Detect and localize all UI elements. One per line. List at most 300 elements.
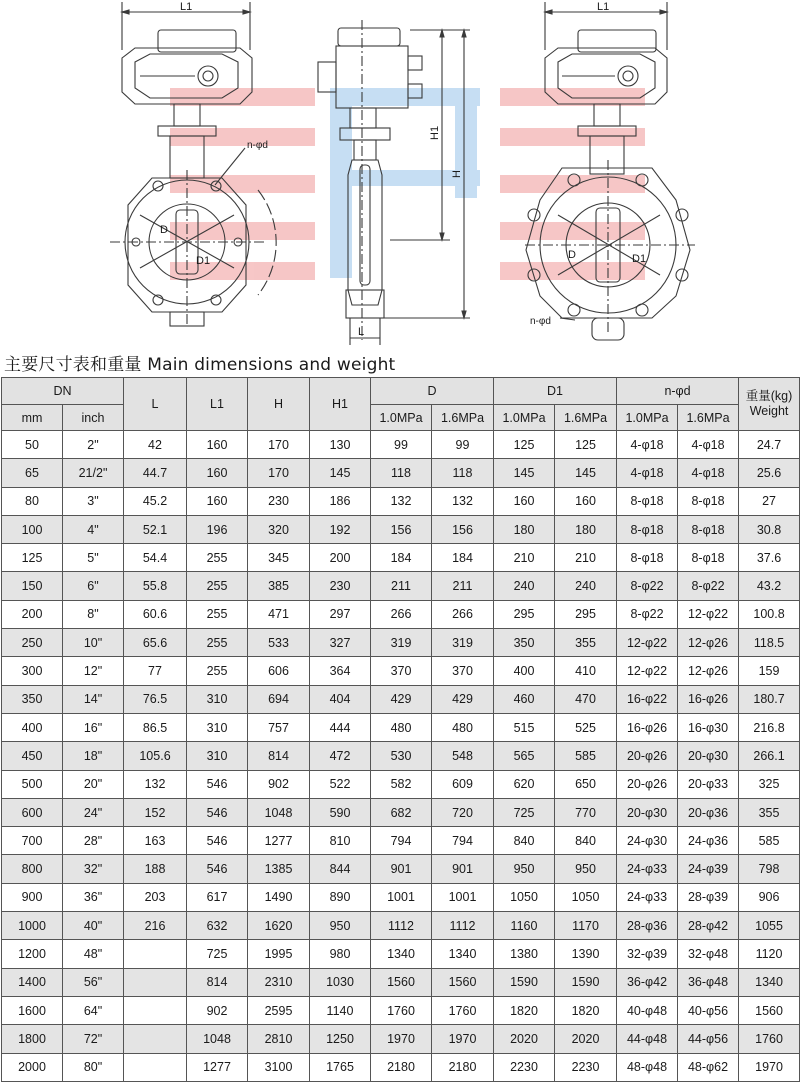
table-row xyxy=(2,431,800,459)
cell-h1: 1030 xyxy=(310,968,371,996)
cell-h: 757 xyxy=(248,713,310,741)
cell-l: 55.8 xyxy=(124,572,187,600)
cell-nd-1.0mpa: 12-φ22 xyxy=(617,657,678,685)
header-nd-1.0mpa: 1.0MPa xyxy=(617,405,678,431)
header-mm: mm xyxy=(2,405,63,431)
cell-weight: 798 xyxy=(739,855,800,883)
cell-d1-1.0mpa: 1160 xyxy=(494,912,555,940)
table-row xyxy=(2,996,800,1024)
cell-h: 1277 xyxy=(248,827,310,855)
cell-h1: 590 xyxy=(310,798,371,826)
cell-l1: 1048 xyxy=(187,1025,248,1053)
cell-d-1.0mpa: 1340 xyxy=(371,940,432,968)
cell-h1: 1765 xyxy=(310,1053,371,1081)
table-row xyxy=(2,544,800,572)
cell-h: 170 xyxy=(248,459,310,487)
cell-weight: 266.1 xyxy=(739,742,800,770)
cell-d-1.6mpa: 132 xyxy=(432,487,494,515)
cell-dn-mm: 125 xyxy=(2,544,63,572)
cell-d-1.6mpa: 1560 xyxy=(432,968,494,996)
cell-dn-mm: 400 xyxy=(2,713,63,741)
cell-dn-mm: 1800 xyxy=(2,1025,63,1053)
cell-nd-1.6mpa: 40-φ56 xyxy=(678,996,739,1024)
cell-nd-1.0mpa: 40-φ48 xyxy=(617,996,678,1024)
cell-weight: 100.8 xyxy=(739,600,800,628)
cell-nd-1.6mpa: 8-φ18 xyxy=(678,544,739,572)
table-row xyxy=(2,855,800,883)
cell-d-1.0mpa: 118 xyxy=(371,459,432,487)
cell-d-1.6mpa: 266 xyxy=(432,600,494,628)
cell-l: 42 xyxy=(124,431,187,459)
cell-d-1.0mpa: 184 xyxy=(371,544,432,572)
cell-d-1.6mpa: 429 xyxy=(432,685,494,713)
cell-d1-1.6mpa: 2020 xyxy=(555,1025,617,1053)
cell-l: 203 xyxy=(124,883,187,911)
cell-nd-1.0mpa: 20-φ30 xyxy=(617,798,678,826)
cell-l1: 310 xyxy=(187,742,248,770)
label-nd-left: n-φd xyxy=(247,140,268,151)
cell-d-1.0mpa: 1760 xyxy=(371,996,432,1024)
cell-nd-1.0mpa: 16-φ22 xyxy=(617,685,678,713)
table-row xyxy=(2,912,800,940)
cell-d1-1.0mpa: 240 xyxy=(494,572,555,600)
cell-dn-inch: 16" xyxy=(63,713,124,741)
cell-nd-1.0mpa: 8-φ18 xyxy=(617,515,678,543)
cell-d-1.0mpa: 156 xyxy=(371,515,432,543)
cell-h: 694 xyxy=(248,685,310,713)
cell-nd-1.0mpa: 44-φ48 xyxy=(617,1025,678,1053)
cell-weight: 1120 xyxy=(739,940,800,968)
cell-d1-1.6mpa: 410 xyxy=(555,657,617,685)
table-row xyxy=(2,600,800,628)
label-d1-right: D1 xyxy=(632,253,647,265)
cell-dn-inch: 32" xyxy=(63,855,124,883)
cell-d1-1.6mpa: 125 xyxy=(555,431,617,459)
cell-dn-inch: 5" xyxy=(63,544,124,572)
cell-h1: 844 xyxy=(310,855,371,883)
cell-dn-mm: 1200 xyxy=(2,940,63,968)
cell-weight: 1760 xyxy=(739,1025,800,1053)
cell-d1-1.6mpa: 160 xyxy=(555,487,617,515)
cell-l1: 160 xyxy=(187,487,248,515)
cell-nd-1.6mpa: 20-φ36 xyxy=(678,798,739,826)
cell-dn-inch: 80" xyxy=(63,1053,124,1081)
header-h: H xyxy=(248,378,310,431)
cell-nd-1.0mpa: 4-φ18 xyxy=(617,431,678,459)
cell-d-1.0mpa: 901 xyxy=(371,855,432,883)
cell-dn-inch: 40" xyxy=(63,912,124,940)
cell-d-1.6mpa: 99 xyxy=(432,431,494,459)
label-d-left: D xyxy=(160,224,168,236)
cell-weight: 1560 xyxy=(739,996,800,1024)
cell-nd-1.6mpa: 28-φ39 xyxy=(678,883,739,911)
valve-technical-drawing xyxy=(0,0,800,348)
section-title: 主要尺寸表和重量 Main dimensions and weight xyxy=(4,355,396,375)
cell-l xyxy=(124,940,187,968)
cell-d-1.6mpa: 1001 xyxy=(432,883,494,911)
cell-l xyxy=(124,996,187,1024)
cell-h: 1995 xyxy=(248,940,310,968)
cell-h: 533 xyxy=(248,629,310,657)
cell-l: 44.7 xyxy=(124,459,187,487)
cell-dn-inch: 48" xyxy=(63,940,124,968)
cell-dn-mm: 500 xyxy=(2,770,63,798)
cell-d1-1.0mpa: 1050 xyxy=(494,883,555,911)
cell-d-1.0mpa: 794 xyxy=(371,827,432,855)
cell-nd-1.0mpa: 32-φ39 xyxy=(617,940,678,968)
cell-dn-inch: 56" xyxy=(63,968,124,996)
cell-h1: 522 xyxy=(310,770,371,798)
cell-nd-1.6mpa: 20-φ30 xyxy=(678,742,739,770)
cell-dn-inch: 8" xyxy=(63,600,124,628)
cell-dn-mm: 800 xyxy=(2,855,63,883)
cell-h1: 1140 xyxy=(310,996,371,1024)
cell-d1-1.6mpa: 1820 xyxy=(555,996,617,1024)
cell-l xyxy=(124,1053,187,1081)
cell-d1-1.0mpa: 1590 xyxy=(494,968,555,996)
cell-h1: 364 xyxy=(310,657,371,685)
cell-d1-1.6mpa: 770 xyxy=(555,798,617,826)
label-l1-right: L1 xyxy=(597,1,610,13)
cell-dn-inch: 2" xyxy=(63,431,124,459)
cell-d1-1.0mpa: 160 xyxy=(494,487,555,515)
cell-d1-1.0mpa: 725 xyxy=(494,798,555,826)
cell-dn-mm: 1400 xyxy=(2,968,63,996)
table-row xyxy=(2,515,800,543)
cell-d1-1.0mpa: 1380 xyxy=(494,940,555,968)
cell-l1: 255 xyxy=(187,629,248,657)
cell-l1: 255 xyxy=(187,657,248,685)
header-l: L xyxy=(124,378,187,431)
table-row xyxy=(2,1025,800,1053)
cell-nd-1.0mpa: 8-φ18 xyxy=(617,544,678,572)
cell-l1: 160 xyxy=(187,459,248,487)
header-weight xyxy=(739,378,800,431)
cell-h1: 130 xyxy=(310,431,371,459)
cell-d1-1.6mpa: 210 xyxy=(555,544,617,572)
cell-d1-1.6mpa: 355 xyxy=(555,629,617,657)
cell-d-1.6mpa: 720 xyxy=(432,798,494,826)
cell-nd-1.6mpa: 8-φ18 xyxy=(678,515,739,543)
cell-nd-1.0mpa: 8-φ22 xyxy=(617,600,678,628)
cell-weight: 27 xyxy=(739,487,800,515)
cell-d1-1.0mpa: 840 xyxy=(494,827,555,855)
cell-d-1.0mpa: 1001 xyxy=(371,883,432,911)
cell-d-1.0mpa: 99 xyxy=(371,431,432,459)
cell-nd-1.0mpa: 20-φ26 xyxy=(617,770,678,798)
cell-weight: 355 xyxy=(739,798,800,826)
cell-nd-1.0mpa: 24-φ30 xyxy=(617,827,678,855)
table-row xyxy=(2,459,800,487)
cell-dn-mm: 1600 xyxy=(2,996,63,1024)
cell-d1-1.6mpa: 1050 xyxy=(555,883,617,911)
cell-d1-1.0mpa: 620 xyxy=(494,770,555,798)
cell-weight: 24.7 xyxy=(739,431,800,459)
table-row xyxy=(2,1053,800,1081)
cell-nd-1.6mpa: 28-φ42 xyxy=(678,912,739,940)
cell-dn-inch: 4" xyxy=(63,515,124,543)
cell-d1-1.0mpa: 565 xyxy=(494,742,555,770)
cell-dn-inch: 20" xyxy=(63,770,124,798)
cell-weight: 1340 xyxy=(739,968,800,996)
table-row xyxy=(2,940,800,968)
cell-d-1.0mpa: 211 xyxy=(371,572,432,600)
cell-d-1.6mpa: 118 xyxy=(432,459,494,487)
cell-h: 230 xyxy=(248,487,310,515)
cell-dn-inch: 21/2" xyxy=(63,459,124,487)
table-row xyxy=(2,883,800,911)
cell-l1: 255 xyxy=(187,572,248,600)
cell-l: 132 xyxy=(124,770,187,798)
table-row xyxy=(2,798,800,826)
cell-d-1.6mpa: 319 xyxy=(432,629,494,657)
cell-d-1.6mpa: 1340 xyxy=(432,940,494,968)
cell-dn-mm: 200 xyxy=(2,600,63,628)
cell-nd-1.0mpa: 16-φ26 xyxy=(617,713,678,741)
cell-nd-1.6mpa: 20-φ33 xyxy=(678,770,739,798)
cell-l1: 310 xyxy=(187,685,248,713)
cell-l: 86.5 xyxy=(124,713,187,741)
cell-l: 77 xyxy=(124,657,187,685)
cell-nd-1.6mpa: 16-φ30 xyxy=(678,713,739,741)
cell-d-1.6mpa: 1970 xyxy=(432,1025,494,1053)
cell-nd-1.0mpa: 12-φ22 xyxy=(617,629,678,657)
cell-nd-1.0mpa: 28-φ36 xyxy=(617,912,678,940)
cell-nd-1.6mpa: 12-φ22 xyxy=(678,600,739,628)
cell-d-1.6mpa: 609 xyxy=(432,770,494,798)
cell-d1-1.6mpa: 950 xyxy=(555,855,617,883)
cell-d-1.0mpa: 2180 xyxy=(371,1053,432,1081)
cell-d-1.6mpa: 1112 xyxy=(432,912,494,940)
label-h: H xyxy=(451,170,463,178)
cell-l1: 1277 xyxy=(187,1053,248,1081)
cell-d1-1.0mpa: 145 xyxy=(494,459,555,487)
cell-l: 52.1 xyxy=(124,515,187,543)
cell-d1-1.6mpa: 2230 xyxy=(555,1053,617,1081)
header-weight-cn: 重量(kg) xyxy=(745,389,793,403)
cell-weight: 30.8 xyxy=(739,515,800,543)
label-h1: H1 xyxy=(429,125,441,140)
header-d-1.6mpa: 1.6MPa xyxy=(432,405,494,431)
label-d1-left: D1 xyxy=(196,255,211,267)
cell-d-1.0mpa: 530 xyxy=(371,742,432,770)
cell-d1-1.0mpa: 1820 xyxy=(494,996,555,1024)
cell-l: 188 xyxy=(124,855,187,883)
cell-l: 45.2 xyxy=(124,487,187,515)
cell-dn-inch: 36" xyxy=(63,883,124,911)
cell-dn-inch: 72" xyxy=(63,1025,124,1053)
cell-h: 1620 xyxy=(248,912,310,940)
cell-l: 65.6 xyxy=(124,629,187,657)
cell-nd-1.6mpa: 16-φ26 xyxy=(678,685,739,713)
header-d-1.0mpa: 1.0MPa xyxy=(371,405,432,431)
cell-nd-1.0mpa: 8-φ18 xyxy=(617,487,678,515)
table-body xyxy=(2,431,800,1082)
cell-d1-1.0mpa: 295 xyxy=(494,600,555,628)
cell-h1: 200 xyxy=(310,544,371,572)
header-d1: D1 xyxy=(494,378,617,405)
cell-weight: 1970 xyxy=(739,1053,800,1081)
header-nd: n-φd xyxy=(617,378,739,405)
cell-weight: 25.6 xyxy=(739,459,800,487)
cell-nd-1.6mpa: 4-φ18 xyxy=(678,459,739,487)
cell-d1-1.0mpa: 460 xyxy=(494,685,555,713)
cell-weight: 1055 xyxy=(739,912,800,940)
cell-nd-1.6mpa: 48-φ62 xyxy=(678,1053,739,1081)
cell-h: 170 xyxy=(248,431,310,459)
cell-l1: 255 xyxy=(187,544,248,572)
cell-h: 606 xyxy=(248,657,310,685)
cell-l xyxy=(124,1025,187,1053)
cell-d1-1.6mpa: 470 xyxy=(555,685,617,713)
cell-h: 1490 xyxy=(248,883,310,911)
cell-d-1.6mpa: 184 xyxy=(432,544,494,572)
cell-weight: 216.8 xyxy=(739,713,800,741)
cell-d-1.0mpa: 682 xyxy=(371,798,432,826)
cell-dn-mm: 700 xyxy=(2,827,63,855)
table-row xyxy=(2,685,800,713)
cell-d-1.0mpa: 582 xyxy=(371,770,432,798)
cell-nd-1.6mpa: 8-φ22 xyxy=(678,572,739,600)
cell-d-1.0mpa: 132 xyxy=(371,487,432,515)
cell-dn-inch: 24" xyxy=(63,798,124,826)
cell-d-1.6mpa: 370 xyxy=(432,657,494,685)
header-d1-1.0mpa: 1.0MPa xyxy=(494,405,555,431)
cell-h1: 192 xyxy=(310,515,371,543)
cell-l: 105.6 xyxy=(124,742,187,770)
table-row xyxy=(2,657,800,685)
cell-weight: 325 xyxy=(739,770,800,798)
cell-d-1.6mpa: 480 xyxy=(432,713,494,741)
cell-dn-mm: 1000 xyxy=(2,912,63,940)
cell-l1: 196 xyxy=(187,515,248,543)
cell-h1: 444 xyxy=(310,713,371,741)
cell-dn-inch: 12" xyxy=(63,657,124,685)
cell-d-1.6mpa: 156 xyxy=(432,515,494,543)
cell-d-1.0mpa: 429 xyxy=(371,685,432,713)
cell-h1: 950 xyxy=(310,912,371,940)
cell-nd-1.6mpa: 8-φ18 xyxy=(678,487,739,515)
table-row xyxy=(2,968,800,996)
cell-d-1.6mpa: 2180 xyxy=(432,1053,494,1081)
cell-h: 2310 xyxy=(248,968,310,996)
cell-weight: 37.6 xyxy=(739,544,800,572)
cell-h: 1385 xyxy=(248,855,310,883)
cell-l: 60.6 xyxy=(124,600,187,628)
cell-nd-1.6mpa: 4-φ18 xyxy=(678,431,739,459)
cell-l: 54.4 xyxy=(124,544,187,572)
table-row xyxy=(2,770,800,798)
cell-d1-1.6mpa: 295 xyxy=(555,600,617,628)
cell-d-1.0mpa: 319 xyxy=(371,629,432,657)
header-nd-1.6mpa: 1.6MPa xyxy=(678,405,739,431)
cell-h: 2810 xyxy=(248,1025,310,1053)
cell-dn-mm: 65 xyxy=(2,459,63,487)
cell-d1-1.0mpa: 210 xyxy=(494,544,555,572)
cell-nd-1.0mpa: 24-φ33 xyxy=(617,855,678,883)
header-d1-1.6mpa: 1.6MPa xyxy=(555,405,617,431)
cell-dn-mm: 350 xyxy=(2,685,63,713)
cell-h: 3100 xyxy=(248,1053,310,1081)
cell-nd-1.0mpa: 36-φ42 xyxy=(617,968,678,996)
cell-dn-inch: 18" xyxy=(63,742,124,770)
cell-h1: 145 xyxy=(310,459,371,487)
cell-d-1.0mpa: 266 xyxy=(371,600,432,628)
cell-d-1.0mpa: 480 xyxy=(371,713,432,741)
cell-l1: 546 xyxy=(187,770,248,798)
cell-h1: 404 xyxy=(310,685,371,713)
cell-h: 345 xyxy=(248,544,310,572)
header-l1: L1 xyxy=(187,378,248,431)
cell-h1: 472 xyxy=(310,742,371,770)
cell-h1: 230 xyxy=(310,572,371,600)
cell-nd-1.0mpa: 20-φ26 xyxy=(617,742,678,770)
cell-l: 76.5 xyxy=(124,685,187,713)
cell-l1: 617 xyxy=(187,883,248,911)
cell-nd-1.6mpa: 24-φ39 xyxy=(678,855,739,883)
label-l1-left: L1 xyxy=(180,1,193,13)
cell-weight: 906 xyxy=(739,883,800,911)
cell-weight: 585 xyxy=(739,827,800,855)
cell-d1-1.6mpa: 240 xyxy=(555,572,617,600)
cell-d1-1.6mpa: 525 xyxy=(555,713,617,741)
cell-dn-inch: 3" xyxy=(63,487,124,515)
header-d: D xyxy=(371,378,494,405)
cell-nd-1.6mpa: 12-φ26 xyxy=(678,657,739,685)
cell-h: 385 xyxy=(248,572,310,600)
cell-l xyxy=(124,968,187,996)
cell-d1-1.0mpa: 180 xyxy=(494,515,555,543)
cell-dn-mm: 80 xyxy=(2,487,63,515)
cell-h: 320 xyxy=(248,515,310,543)
cell-l1: 814 xyxy=(187,968,248,996)
cell-d1-1.6mpa: 1390 xyxy=(555,940,617,968)
cell-dn-mm: 600 xyxy=(2,798,63,826)
cell-h1: 810 xyxy=(310,827,371,855)
cell-l: 163 xyxy=(124,827,187,855)
cell-d1-1.0mpa: 400 xyxy=(494,657,555,685)
cell-nd-1.6mpa: 44-φ56 xyxy=(678,1025,739,1053)
label-d-right: D xyxy=(568,249,576,261)
cell-nd-1.0mpa: 4-φ18 xyxy=(617,459,678,487)
table-row xyxy=(2,713,800,741)
cell-l1: 546 xyxy=(187,827,248,855)
cell-weight: 43.2 xyxy=(739,572,800,600)
cell-d1-1.6mpa: 840 xyxy=(555,827,617,855)
cell-l: 152 xyxy=(124,798,187,826)
cell-l1: 632 xyxy=(187,912,248,940)
cell-h: 1048 xyxy=(248,798,310,826)
cell-l1: 255 xyxy=(187,600,248,628)
cell-nd-1.6mpa: 36-φ48 xyxy=(678,968,739,996)
cell-dn-inch: 10" xyxy=(63,629,124,657)
cell-nd-1.6mpa: 32-φ48 xyxy=(678,940,739,968)
cell-weight: 118.5 xyxy=(739,629,800,657)
label-l: L xyxy=(357,326,365,338)
cell-weight: 159 xyxy=(739,657,800,685)
header-dn: DN xyxy=(2,378,124,405)
header-weight-en: Weight xyxy=(749,404,789,418)
cell-nd-1.0mpa: 48-φ48 xyxy=(617,1053,678,1081)
cell-dn-mm: 100 xyxy=(2,515,63,543)
table-row xyxy=(2,742,800,770)
cell-dn-mm: 2000 xyxy=(2,1053,63,1081)
cell-dn-mm: 50 xyxy=(2,431,63,459)
cell-d1-1.6mpa: 585 xyxy=(555,742,617,770)
table-row xyxy=(2,572,800,600)
cell-h: 2595 xyxy=(248,996,310,1024)
cell-dn-mm: 900 xyxy=(2,883,63,911)
